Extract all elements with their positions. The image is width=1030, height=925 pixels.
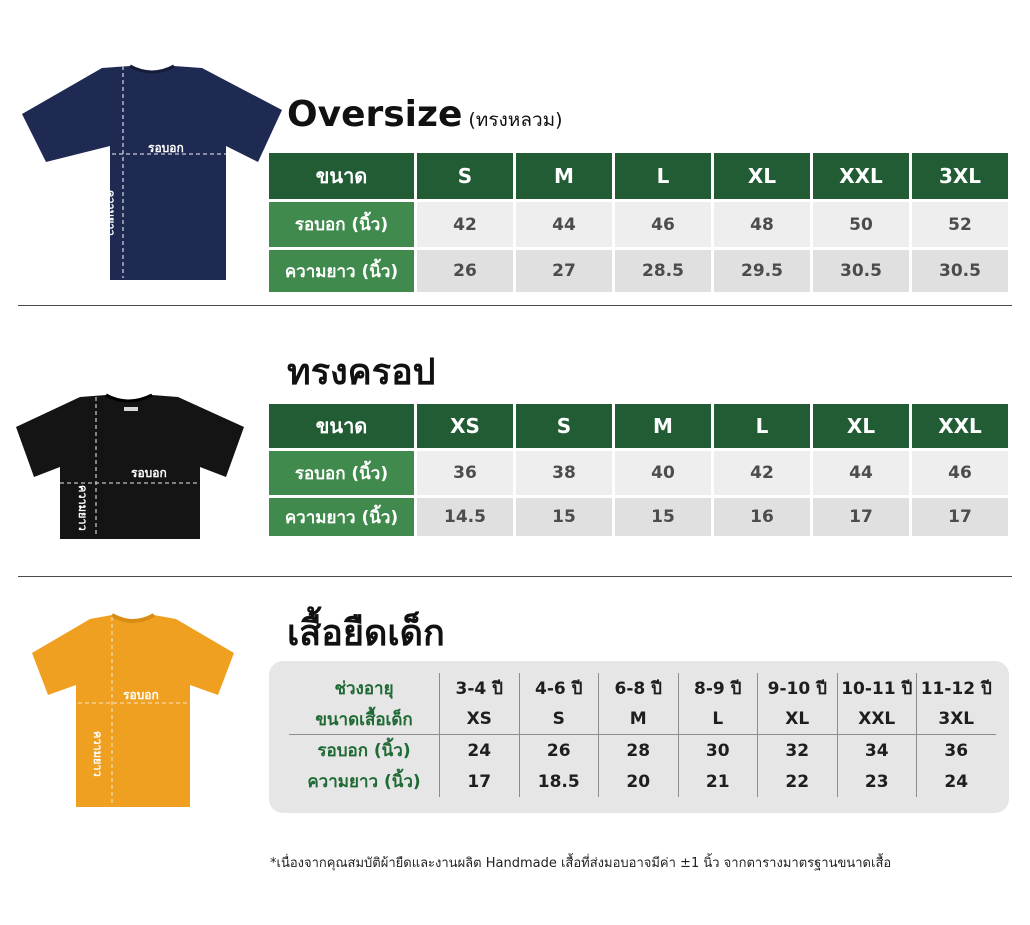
chest-value: 26 [519, 735, 599, 766]
chest-value: 46 [912, 451, 1008, 495]
size-header: S [516, 404, 612, 448]
length-value: 30.5 [912, 250, 1008, 292]
age-value: 11-12 ปี [916, 673, 996, 704]
oversize-title [287, 94, 563, 135]
age-value: 10-11 ปี [837, 673, 917, 704]
crop-chest-label: รอบอก [131, 466, 167, 480]
length-row-label: ความยาว (นิ้ว) [269, 498, 414, 536]
size-header: XS [417, 404, 513, 448]
chest-value: 28 [598, 735, 678, 766]
age-value: 9-10 ปี [757, 673, 837, 704]
crop-length-label: ความยาว [76, 485, 89, 531]
chest-row-label: รอบอก (นิ้ว) [269, 451, 414, 495]
size-header: L [615, 153, 711, 199]
age-value: 3-4 ปี [439, 673, 519, 704]
oversize-shirt-icon [20, 62, 284, 284]
crop-shirt-icon [14, 393, 246, 541]
chest-value: 30 [678, 735, 758, 766]
length-value: 24 [916, 766, 996, 797]
chest-value: 42 [714, 451, 810, 495]
size-value: XXL [837, 704, 917, 735]
length-value: 29.5 [714, 250, 810, 292]
chest-value: 40 [615, 451, 711, 495]
length-value: 21 [678, 766, 758, 797]
oversize-length-label: ความยาว [104, 190, 117, 236]
length-row-label: ความยาว (นิ้ว) [307, 772, 421, 792]
oversize-chest-label: รอบอก [148, 141, 184, 155]
length-value: 26 [417, 250, 513, 292]
length-value: 22 [757, 766, 837, 797]
size-value: XS [439, 704, 519, 735]
kids-size-table-panel [269, 661, 1009, 813]
size-header: M [516, 153, 612, 199]
length-value: 16 [714, 498, 810, 536]
size-header: XXL [912, 404, 1008, 448]
length-value: 15 [615, 498, 711, 536]
length-value: 17 [439, 766, 519, 797]
size-value: M [598, 704, 678, 735]
section-divider [18, 305, 1012, 306]
crop-size-table [269, 404, 1008, 536]
chest-value: 44 [813, 451, 909, 495]
length-value: 30.5 [813, 250, 909, 292]
chest-value: 42 [417, 202, 513, 247]
length-value: 14.5 [417, 498, 513, 536]
kids-size-table [289, 673, 996, 797]
chest-row-label: รอบอก (นิ้ว) [317, 741, 411, 761]
chest-value: 52 [912, 202, 1008, 247]
chest-value: 24 [439, 735, 519, 766]
section-divider [18, 576, 1012, 577]
length-row-label: ความยาว (นิ้ว) [269, 250, 414, 292]
size-header: XL [714, 153, 810, 199]
length-value: 17 [912, 498, 1008, 536]
oversize-shirt-image [20, 62, 284, 284]
chest-value: 36 [417, 451, 513, 495]
table-header-label: ขนาด [269, 153, 414, 199]
age-value: 8-9 ปี [678, 673, 758, 704]
chest-value: 32 [757, 735, 837, 766]
oversize-title-text: Oversize [287, 94, 463, 135]
size-value: XL [757, 704, 837, 735]
oversize-size-table [269, 153, 1008, 292]
crop-shirt-image [14, 393, 246, 541]
length-value: 27 [516, 250, 612, 292]
kids-title: เสื้อยืดเด็ก [287, 613, 445, 654]
chest-value: 38 [516, 451, 612, 495]
size-header: 3XL [912, 153, 1008, 199]
chest-value: 44 [516, 202, 612, 247]
crop-title: ทรงครอป [287, 352, 436, 393]
chest-value: 48 [714, 202, 810, 247]
length-value: 23 [837, 766, 917, 797]
size-header: S [417, 153, 513, 199]
size-row-label: ขนาดเสื้อเด็ก [289, 704, 439, 735]
size-header: XXL [813, 153, 909, 199]
length-value: 28.5 [615, 250, 711, 292]
chest-row-label: รอบอก (นิ้ว) [269, 202, 414, 247]
size-header: M [615, 404, 711, 448]
chest-value: 36 [916, 735, 996, 766]
oversize-subtitle: (ทรงหลวม) [468, 109, 563, 131]
length-value: 15 [516, 498, 612, 536]
table-header-label: ขนาด [269, 404, 414, 448]
length-value: 20 [598, 766, 678, 797]
kids-shirt-image [30, 613, 236, 809]
chest-value: 34 [837, 735, 917, 766]
age-value: 4-6 ปี [519, 673, 599, 704]
size-header: XL [813, 404, 909, 448]
size-header: L [714, 404, 810, 448]
chest-value: 46 [615, 202, 711, 247]
age-value: 6-8 ปี [598, 673, 678, 704]
kids-shirt-icon [30, 613, 236, 809]
size-value: 3XL [916, 704, 996, 735]
kids-chest-label: รอบอก [123, 688, 159, 702]
size-value: L [678, 704, 758, 735]
chest-value: 50 [813, 202, 909, 247]
size-value: S [519, 704, 599, 735]
kids-length-label: ความยาว [91, 731, 104, 777]
length-value: 17 [813, 498, 909, 536]
footnote: *เนื่องจากคุณสมบัติผ้ายืดและงานผลิต Handmade เสื้อที่ส่งมอบอาจมีค่า ±1 นิ้ว จากตารางมาตรฐานขนาดเสื้อ [270, 856, 892, 871]
age-row-label: ช่วงอายุ [334, 679, 394, 699]
length-value: 18.5 [519, 766, 599, 797]
